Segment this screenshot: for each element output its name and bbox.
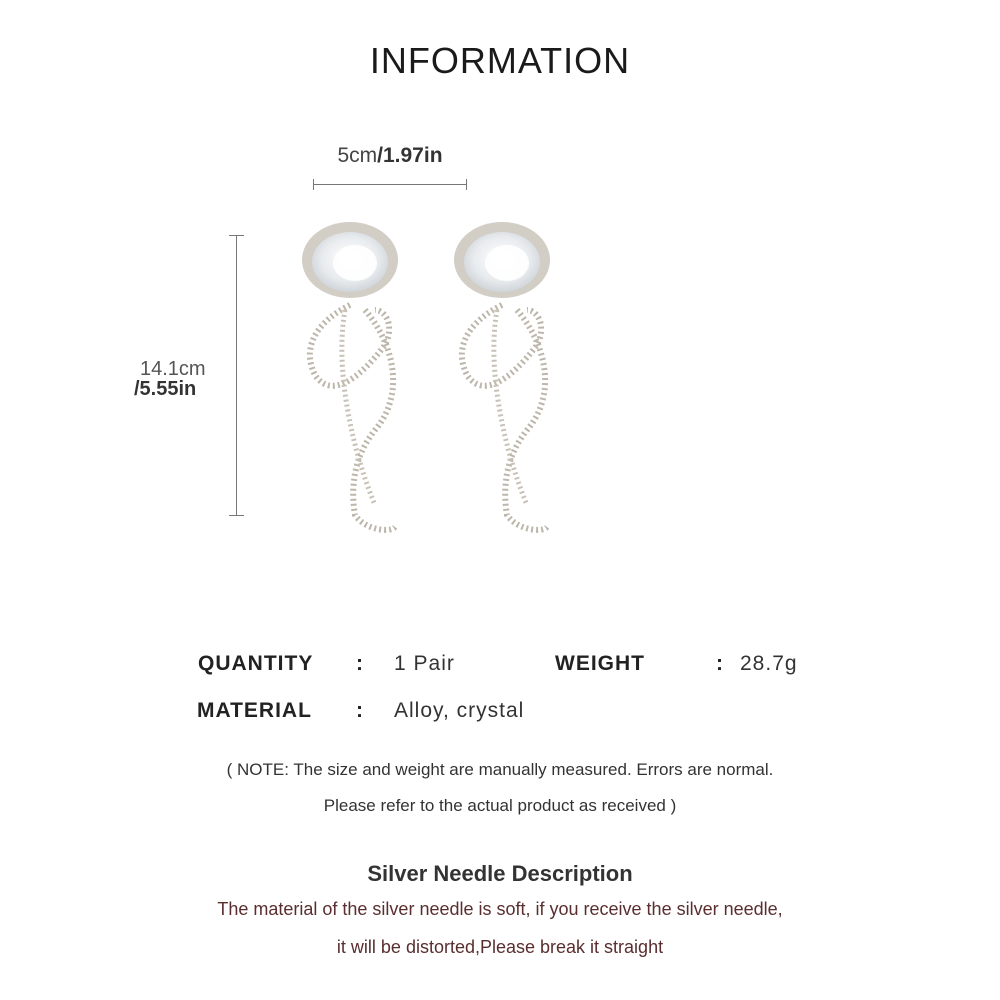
- quantity-colon: :: [356, 652, 364, 675]
- width-cm: 5cm: [337, 144, 378, 167]
- left-earring: [302, 222, 398, 530]
- length-dimension-line: [236, 235, 237, 516]
- material-colon: :: [356, 699, 364, 722]
- note-line-2: Please refer to the actual product as received ): [323, 796, 677, 815]
- weight-value: 28.7g: [740, 652, 798, 675]
- material-label: MATERIAL: [197, 699, 312, 722]
- earrings-product-image: [295, 215, 575, 545]
- page-title: INFORMATION: [369, 40, 631, 81]
- silver-needle-title: Silver Needle Description: [367, 861, 633, 886]
- silver-needle-line-2: it will be distorted,Please break it straight: [336, 937, 664, 957]
- length-in: /5.55in: [134, 378, 197, 400]
- note-line-1: ( NOTE: The size and weight are manually measured. Errors are normal.: [226, 760, 774, 779]
- material-value: Alloy, crystal: [394, 699, 525, 722]
- right-earring: [454, 222, 550, 530]
- quantity-label: QUANTITY: [198, 652, 314, 675]
- width-dimension-label: [300, 144, 480, 168]
- silver-needle-line-1: The material of the silver needle is soft, if you receive the silver needle,: [217, 899, 783, 919]
- weight-label: WEIGHT: [555, 652, 645, 675]
- weight-colon: :: [716, 652, 724, 675]
- quantity-value: 1 Pair: [394, 652, 455, 675]
- width-in: /1.97in: [377, 144, 443, 167]
- width-dimension-line: [313, 184, 467, 185]
- length-cm: 14.1cm: [140, 358, 206, 380]
